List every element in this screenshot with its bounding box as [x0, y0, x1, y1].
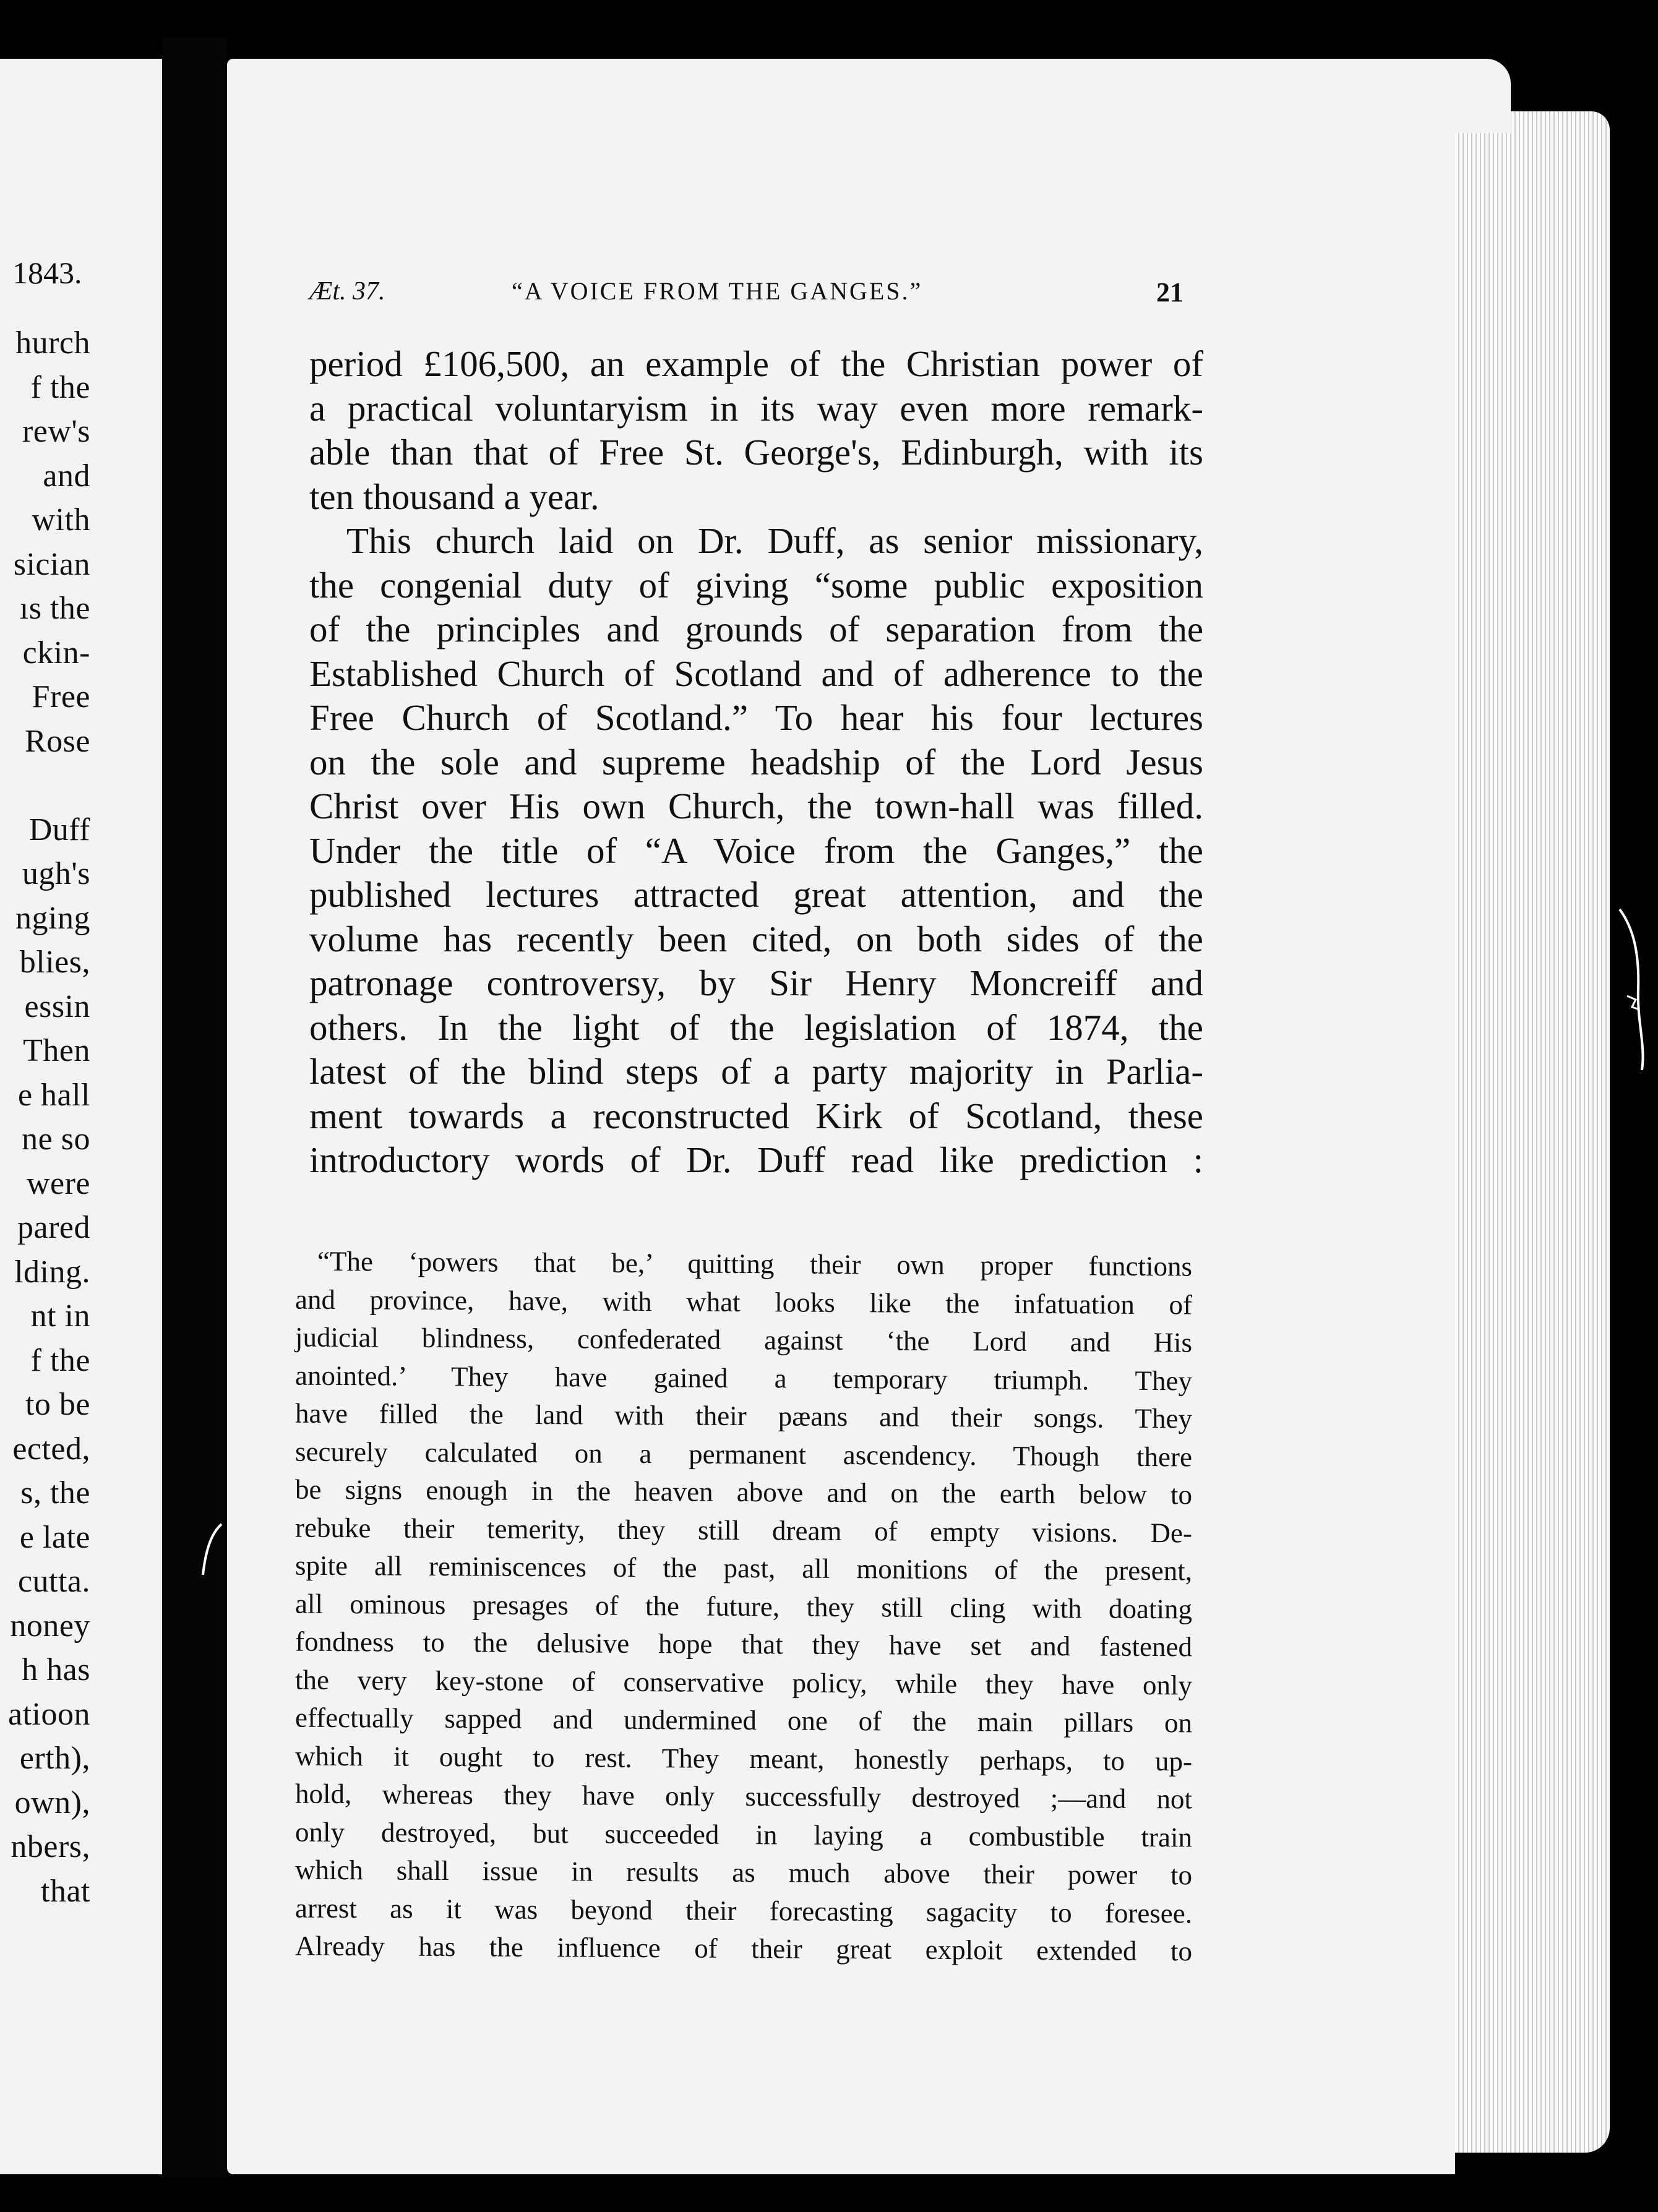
- left-page-fragment: blies,: [19, 945, 90, 980]
- quote-line: anointed.’ They have gained a temporary triumph. They: [295, 1360, 1192, 1396]
- left-page-fragment: erth),: [19, 1741, 90, 1776]
- body-line: Christ over His own Church, the town-hall was filled.: [309, 786, 1203, 826]
- left-page-fragment: f the: [30, 1342, 90, 1378]
- body-line: Established Church of Scotland and of adherence to the: [309, 653, 1203, 694]
- left-page-fragment: Then: [23, 1033, 90, 1068]
- left-page-fragment: to be: [25, 1387, 90, 1422]
- header-age: Æt. 37.: [309, 277, 385, 306]
- body-line: the congenial duty of giving “some public exposition: [309, 564, 1203, 606]
- quote-line: the very key-stone of conservative policy, while they have only: [295, 1664, 1192, 1700]
- quote-line: Already has the influence of their great exploit extended to: [295, 1930, 1192, 1967]
- left-page-fragment: Rose: [25, 723, 90, 759]
- block-quote: [295, 1245, 1192, 1968]
- quote-line: fondness to the delusive hope that they have set and fastened: [295, 1626, 1192, 1663]
- book-gutter: [162, 37, 227, 2177]
- quote-line: which it ought to rest. They meant, honestly perhaps, to up-: [295, 1740, 1192, 1777]
- body-text: [309, 342, 1203, 1183]
- left-page-fragment: Duff: [28, 812, 90, 847]
- running-header: [227, 276, 1455, 326]
- scan-artifact-mark: [199, 1522, 224, 1577]
- quote-line: judicial blindness, confederated against ‘the Lord and His: [295, 1321, 1192, 1358]
- left-page-fragment: ckin-: [22, 635, 90, 671]
- left-page-fragment: rew's: [22, 414, 90, 449]
- body-line: volume has recently been cited, on both sides of the: [309, 918, 1203, 959]
- left-page-fragment: ne so: [22, 1121, 90, 1157]
- left-page-fragment: ugh's: [22, 856, 90, 891]
- left-page-fragment: nbers,: [11, 1829, 90, 1864]
- left-page-fragment: atioon: [8, 1696, 90, 1732]
- left-page-fragment: own),: [14, 1785, 90, 1820]
- left-page: [0, 59, 162, 2174]
- left-page-fragment: ected,: [12, 1431, 90, 1467]
- quote-line: have filled the land with their pæans and their songs. They: [295, 1397, 1192, 1434]
- body-line: ten thousand a year.: [309, 476, 599, 517]
- page-edges: [1455, 111, 1610, 2153]
- quote-line: spite all reminiscences of the past, all monitions of the present,: [295, 1550, 1192, 1587]
- left-page-fragment: e late: [19, 1519, 90, 1555]
- quote-line: all ominous presages of the future, they still cling with doating: [295, 1588, 1192, 1624]
- left-page-fragment: h has: [22, 1652, 90, 1687]
- left-page-fragment: Free: [32, 679, 90, 714]
- page-corner: [1455, 59, 1511, 133]
- quote-line: hold, whereas they have only successfully destroyed ;—and not: [295, 1778, 1192, 1815]
- page-number: 21: [1156, 277, 1183, 307]
- body-line: Free Church of Scotland.” To hear his four lectures: [309, 697, 1203, 738]
- left-page-fragment: noney: [10, 1608, 90, 1644]
- body-line: latest of the blind steps of a party majority in Parlia-: [309, 1051, 1203, 1092]
- body-line: on the sole and supreme headship of the Lord Jesus: [309, 741, 1203, 782]
- scan-artifact-curl: [1615, 903, 1652, 1076]
- left-page-fragment: essin: [24, 988, 90, 1024]
- body-line: ment towards a reconstructed Kirk of Scotland, these: [309, 1095, 1203, 1136]
- left-page-fragment: and: [43, 458, 90, 494]
- left-page-fragment: cutta.: [17, 1564, 90, 1599]
- left-page-fragment: pared: [17, 1210, 90, 1245]
- body-line: patronage controversy, by Sir Henry Moncreiff and: [309, 962, 1203, 1003]
- body-line: This church laid on Dr. Duff, as senior missionary,: [346, 520, 1203, 561]
- left-page-fragment: ıs the: [19, 591, 90, 626]
- left-page-fragment: that: [41, 1873, 90, 1909]
- quote-line: effectually sapped and undermined one of the main pillars on: [295, 1702, 1192, 1739]
- quote-line: be signs enough in the heaven above and on the earth below to: [295, 1473, 1192, 1511]
- quote-line: arrest as it was beyond their forecasting sagacity to foresee.: [295, 1892, 1192, 1929]
- left-page-fragment: e hall: [17, 1077, 90, 1113]
- header-running-title: “A VOICE FROM THE GANGES.”: [512, 277, 923, 305]
- left-page-fragment: sician: [13, 546, 90, 582]
- quote-line: “The ‘powers that be,’ quitting their own proper functions: [317, 1245, 1192, 1282]
- body-line: introductory words of Dr. Duff read like prediction :: [309, 1139, 1203, 1180]
- left-page-fragment: hurch: [15, 325, 90, 361]
- body-line: published lectures attracted great attention, and the: [309, 874, 1203, 915]
- quote-line: rebuke their temerity, they still dream of empty visions. De-: [295, 1512, 1192, 1548]
- left-page-year: 1843.: [12, 255, 82, 290]
- body-line: period £106,500, an example of the Christian power of: [309, 343, 1203, 384]
- quote-line: only destroyed, but succeeded in laying a combustible train: [295, 1816, 1192, 1853]
- body-line: able than that of Free St. George's, Edinburgh, with its: [309, 432, 1203, 473]
- quote-line: securely calculated on a permanent ascendency. Though there: [295, 1436, 1192, 1472]
- left-page-fragment: f the: [30, 369, 90, 405]
- left-page-fragment: lding.: [14, 1254, 90, 1290]
- body-line: a practical voluntaryism in its way even more remark-: [309, 387, 1203, 429]
- left-page-fragment: s, the: [20, 1475, 90, 1511]
- book-page: [227, 59, 1455, 2174]
- body-line: Under the title of “A Voice from the Ganges,” the: [309, 830, 1203, 871]
- body-line: of the principles and grounds of separation from the: [309, 609, 1203, 649]
- quote-line: and province, have, with what looks like the infatuation of: [295, 1284, 1192, 1320]
- left-page-fragment: were: [26, 1165, 90, 1201]
- left-page-fragment: nt in: [30, 1298, 90, 1334]
- left-page-fragment: nging: [15, 900, 90, 936]
- quote-line: which shall issue in results as much above their power to: [295, 1854, 1192, 1891]
- body-line: others. In the light of the legislation of 1874, the: [309, 1006, 1203, 1048]
- left-page-fragment: with: [32, 502, 90, 538]
